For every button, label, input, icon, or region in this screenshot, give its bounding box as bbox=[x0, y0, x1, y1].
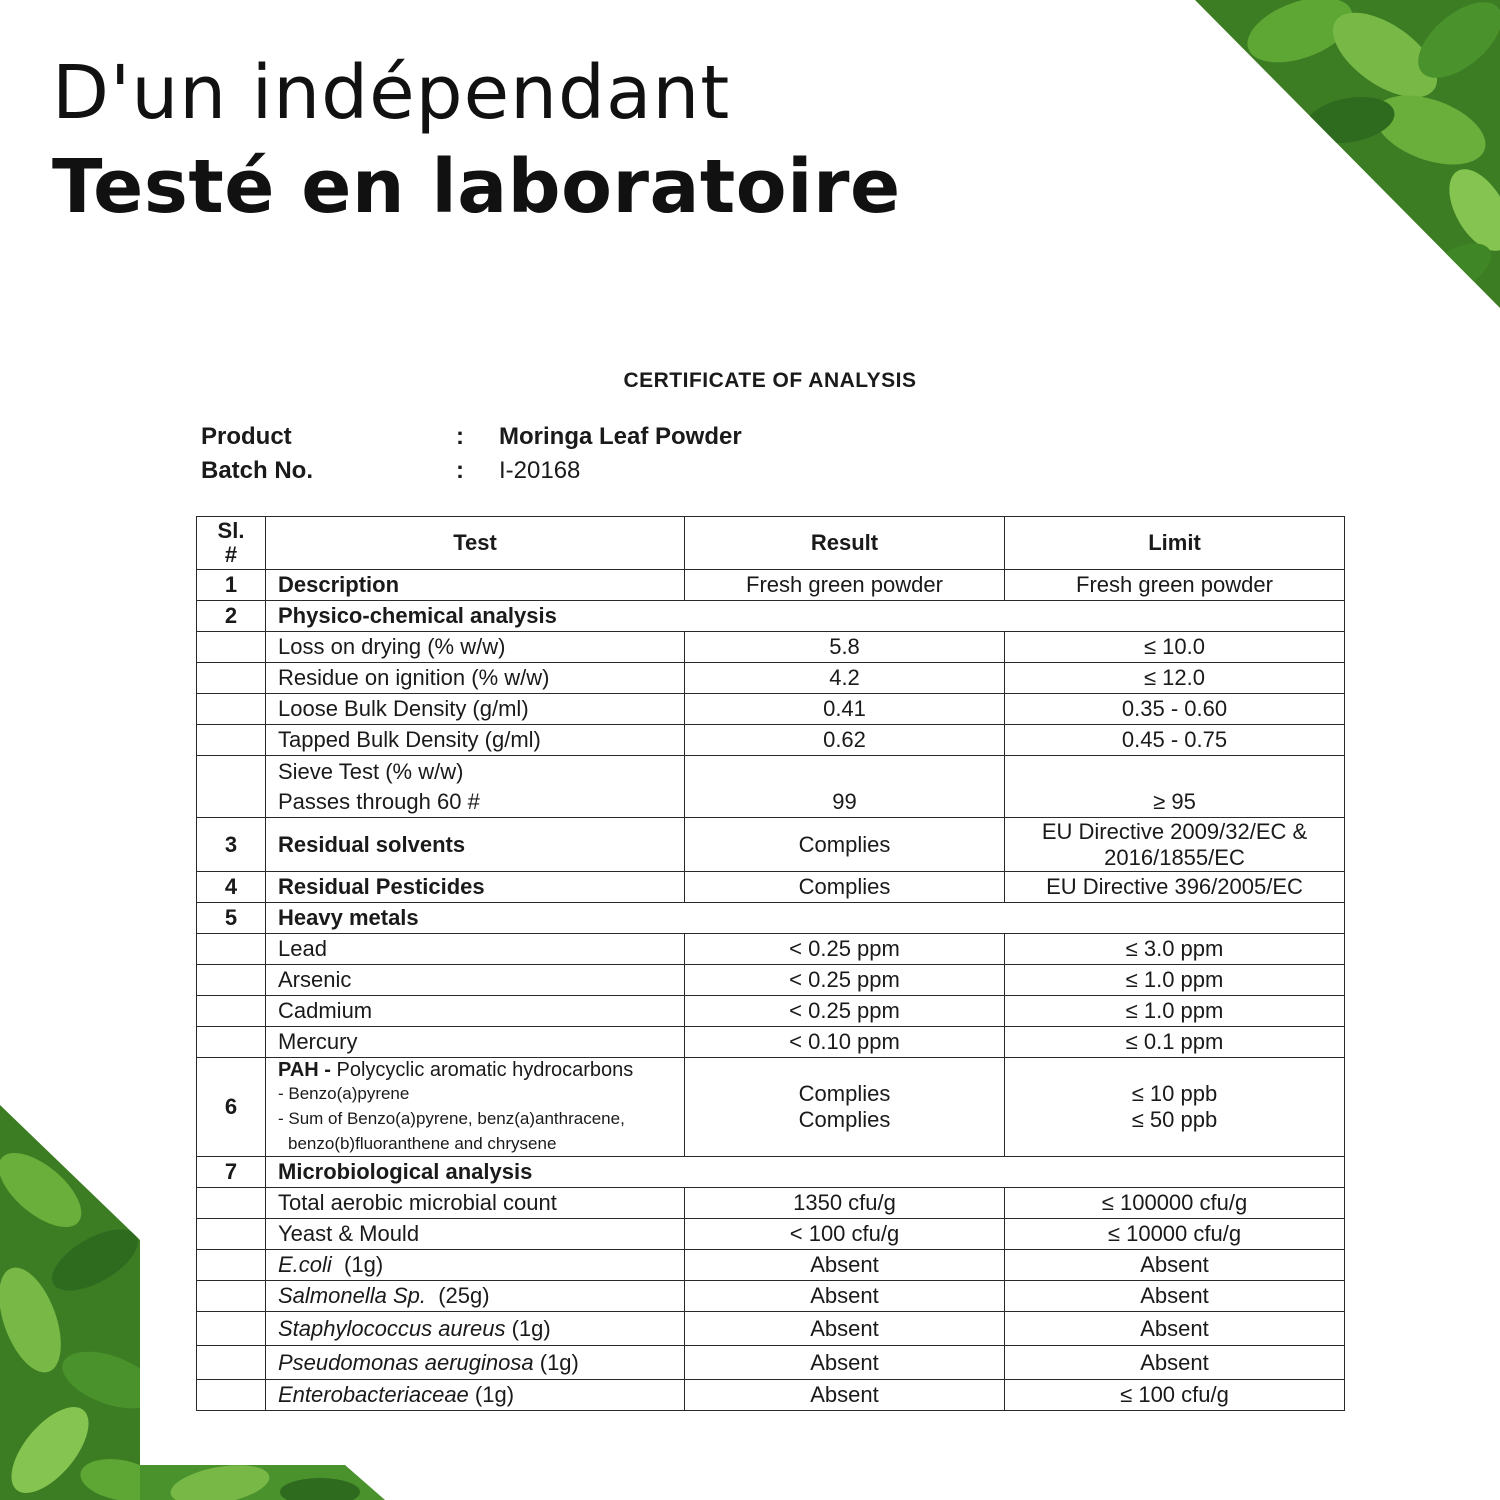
row-result: 5.8 bbox=[685, 632, 1005, 663]
row-sl bbox=[197, 1188, 266, 1219]
row-test: Tapped Bulk Density (g/ml) bbox=[266, 725, 685, 756]
row-test-amount: (25g) bbox=[425, 1283, 490, 1308]
table-row bbox=[197, 694, 1345, 725]
row-sl bbox=[197, 725, 266, 756]
row-result: 4.2 bbox=[685, 663, 1005, 694]
row-limit: ≤ 12.0 bbox=[1005, 663, 1345, 694]
row-limit: ≤ 1.0 ppm bbox=[1005, 965, 1345, 996]
row-limit bbox=[1005, 1058, 1345, 1157]
row-test: Description bbox=[266, 570, 685, 601]
row-sl bbox=[197, 756, 266, 818]
row-sl: 6 bbox=[197, 1058, 266, 1157]
row-result: Complies bbox=[685, 818, 1005, 872]
headline bbox=[52, 48, 901, 236]
row-test-sub-3: benzo(b)fluoranthene and chrysene bbox=[288, 1134, 557, 1153]
row-limit: ≤ 0.1 ppm bbox=[1005, 1027, 1345, 1058]
header-sl bbox=[197, 517, 266, 570]
header-sl-hash: # bbox=[224, 542, 238, 567]
row-test: Residue on ignition (% w/w) bbox=[266, 663, 685, 694]
row-limit bbox=[1005, 818, 1345, 872]
row-limit: Absent bbox=[1005, 1250, 1345, 1281]
row-test-prefix: PAH - bbox=[278, 1059, 331, 1081]
row-limit: ≤ 10000 cfu/g bbox=[1005, 1219, 1345, 1250]
header-result: Result bbox=[685, 517, 1005, 570]
row-result: 1350 cfu/g bbox=[685, 1188, 1005, 1219]
row-limit: Absent bbox=[1005, 1281, 1345, 1312]
row-test: Arsenic bbox=[266, 965, 685, 996]
row-test: Lead bbox=[266, 934, 685, 965]
row-test: Loose Bulk Density (g/ml) bbox=[266, 694, 685, 725]
row-result: Absent bbox=[685, 1346, 1005, 1380]
certificate-title: CERTIFICATE OF ANALYSIS bbox=[623, 369, 917, 392]
analysis-table bbox=[196, 516, 1345, 1411]
row-test-sub-1: - Benzo(a)pyrene bbox=[278, 1084, 410, 1103]
row-limit: EU Directive 396/2005/EC bbox=[1005, 872, 1345, 903]
row-result: < 0.10 ppm bbox=[685, 1027, 1005, 1058]
row-test-organism: E.coli bbox=[278, 1252, 332, 1277]
table-row bbox=[197, 1058, 1345, 1157]
row-result: Absent bbox=[685, 1281, 1005, 1312]
row-result: 0.62 bbox=[685, 725, 1005, 756]
row-limit-line-1: ≤ 10 ppb bbox=[1131, 1081, 1218, 1106]
row-sl bbox=[197, 632, 266, 663]
row-test-sub-2: - Sum of Benzo(a)pyrene, benz(a)anthracene, bbox=[278, 1109, 625, 1128]
row-result-line-2: Complies bbox=[798, 1107, 891, 1132]
table-row bbox=[197, 1312, 1345, 1346]
row-test-organism: Pseudomonas aeruginosa bbox=[278, 1349, 534, 1375]
row-sl: 7 bbox=[197, 1157, 266, 1188]
row-result: Fresh green powder bbox=[685, 570, 1005, 601]
row-test-amount: (1g) bbox=[331, 1252, 384, 1277]
row-result: < 0.25 ppm bbox=[685, 934, 1005, 965]
table-row bbox=[197, 632, 1345, 663]
row-test bbox=[266, 1058, 685, 1157]
row-test-amount: (1g) bbox=[505, 1315, 551, 1341]
row-sl bbox=[197, 1380, 266, 1411]
row-test: Yeast & Mould bbox=[266, 1219, 685, 1250]
row-sl bbox=[197, 1281, 266, 1312]
batch-separator: : bbox=[456, 457, 464, 484]
row-result: 0.41 bbox=[685, 694, 1005, 725]
table-row bbox=[197, 1027, 1345, 1058]
table-row bbox=[197, 872, 1345, 903]
table-row bbox=[197, 1250, 1345, 1281]
table-row bbox=[197, 1157, 1345, 1188]
row-test-organism: Enterobacteriaceae bbox=[278, 1382, 469, 1407]
row-limit: Absent bbox=[1005, 1312, 1345, 1346]
row-sl bbox=[197, 1219, 266, 1250]
table-row bbox=[197, 601, 1345, 632]
row-test: Residual Pesticides bbox=[266, 872, 685, 903]
row-test bbox=[266, 756, 685, 818]
row-test-organism: Staphylococcus aureus bbox=[278, 1315, 506, 1341]
top-right-leaves bbox=[1190, 0, 1500, 310]
row-test: Total aerobic microbial count bbox=[266, 1188, 685, 1219]
row-sl: 1 bbox=[197, 570, 266, 601]
header-limit: Limit bbox=[1005, 517, 1345, 570]
row-limit: ≤ 10.0 bbox=[1005, 632, 1345, 663]
header-test: Test bbox=[266, 517, 685, 570]
row-limit: Fresh green powder bbox=[1005, 570, 1345, 601]
row-section-heading: Heavy metals bbox=[266, 903, 1345, 934]
table-row bbox=[197, 818, 1345, 872]
row-sl bbox=[197, 1027, 266, 1058]
row-sl bbox=[197, 1250, 266, 1281]
row-limit: ≤ 100000 cfu/g bbox=[1005, 1188, 1345, 1219]
table-header-row bbox=[197, 517, 1345, 570]
table-row bbox=[197, 570, 1345, 601]
row-result: Absent bbox=[685, 1250, 1005, 1281]
row-test bbox=[266, 1346, 685, 1380]
row-sl bbox=[197, 1346, 266, 1380]
row-limit: ≥ 95 bbox=[1005, 756, 1345, 818]
row-test bbox=[266, 1380, 685, 1411]
table-row bbox=[197, 965, 1345, 996]
row-limit: ≤ 3.0 ppm bbox=[1005, 934, 1345, 965]
product-label: Product bbox=[201, 423, 292, 450]
table-row bbox=[197, 756, 1345, 818]
row-result: < 100 cfu/g bbox=[685, 1219, 1005, 1250]
row-sl: 2 bbox=[197, 601, 266, 632]
row-sl bbox=[197, 663, 266, 694]
row-test-organism: Salmonella Sp. bbox=[278, 1283, 426, 1308]
row-limit-line-1: EU Directive 2009/32/EC & bbox=[1041, 818, 1308, 844]
row-limit: Absent bbox=[1005, 1346, 1345, 1380]
table-row bbox=[197, 1281, 1345, 1312]
row-test: Mercury bbox=[266, 1027, 685, 1058]
row-sl: 3 bbox=[197, 818, 266, 872]
row-result: 99 bbox=[685, 756, 1005, 818]
table-row bbox=[197, 1219, 1345, 1250]
certificate-document bbox=[140, 335, 1380, 1465]
row-limit: 0.35 - 0.60 bbox=[1005, 694, 1345, 725]
row-test bbox=[266, 1312, 685, 1346]
row-section-heading: Microbiological analysis bbox=[266, 1157, 1345, 1188]
row-sl: 5 bbox=[197, 903, 266, 934]
row-limit-line-2: ≤ 50 ppb bbox=[1131, 1107, 1218, 1132]
row-sl bbox=[197, 694, 266, 725]
table-row bbox=[197, 996, 1345, 1027]
row-limit-line-2: 2016/1855/EC bbox=[1104, 844, 1245, 870]
row-test bbox=[266, 1250, 685, 1281]
row-result: < 0.25 ppm bbox=[685, 996, 1005, 1027]
row-sl bbox=[197, 1312, 266, 1346]
row-section-heading: Physico-chemical analysis bbox=[266, 601, 1345, 632]
row-result: < 0.25 ppm bbox=[685, 965, 1005, 996]
batch-value: I-20168 bbox=[499, 457, 581, 484]
row-limit: ≤ 100 cfu/g bbox=[1005, 1380, 1345, 1411]
table-row bbox=[197, 1380, 1345, 1411]
table-row bbox=[197, 934, 1345, 965]
row-limit: 0.45 - 0.75 bbox=[1005, 725, 1345, 756]
row-result-line-1: Complies bbox=[798, 1081, 891, 1106]
row-test bbox=[266, 1281, 685, 1312]
row-sl bbox=[197, 965, 266, 996]
row-result: Absent bbox=[685, 1380, 1005, 1411]
row-test-line-2: Passes through 60 # bbox=[278, 788, 480, 814]
row-test: Cadmium bbox=[266, 996, 685, 1027]
row-limit: ≤ 1.0 ppm bbox=[1005, 996, 1345, 1027]
row-sl bbox=[197, 934, 266, 965]
product-separator: : bbox=[456, 423, 464, 450]
header-sl-label: Sl. bbox=[217, 518, 245, 543]
row-result: Absent bbox=[685, 1312, 1005, 1346]
headline-line-2: Testé en laboratoire bbox=[52, 144, 901, 230]
row-sl: 4 bbox=[197, 872, 266, 903]
row-test-line-1: Sieve Test (% w/w) bbox=[278, 758, 464, 784]
table-row bbox=[197, 1188, 1345, 1219]
table-row bbox=[197, 663, 1345, 694]
table-row bbox=[197, 903, 1345, 934]
row-result: Complies bbox=[685, 872, 1005, 903]
row-test-amount: (1g) bbox=[468, 1382, 515, 1407]
row-test-amount: (1g) bbox=[533, 1349, 579, 1375]
row-test-text: Polycyclic aromatic hydrocarbons bbox=[330, 1059, 634, 1081]
row-sl bbox=[197, 996, 266, 1027]
row-test: Residual solvents bbox=[266, 818, 685, 872]
table-row bbox=[197, 1346, 1345, 1380]
batch-label: Batch No. bbox=[201, 457, 314, 484]
headline-line-1: D'un indépendant bbox=[52, 50, 731, 136]
row-result bbox=[685, 1058, 1005, 1157]
product-value: Moringa Leaf Powder bbox=[499, 423, 742, 450]
row-test: Loss on drying (% w/w) bbox=[266, 632, 685, 663]
table-row bbox=[197, 725, 1345, 756]
